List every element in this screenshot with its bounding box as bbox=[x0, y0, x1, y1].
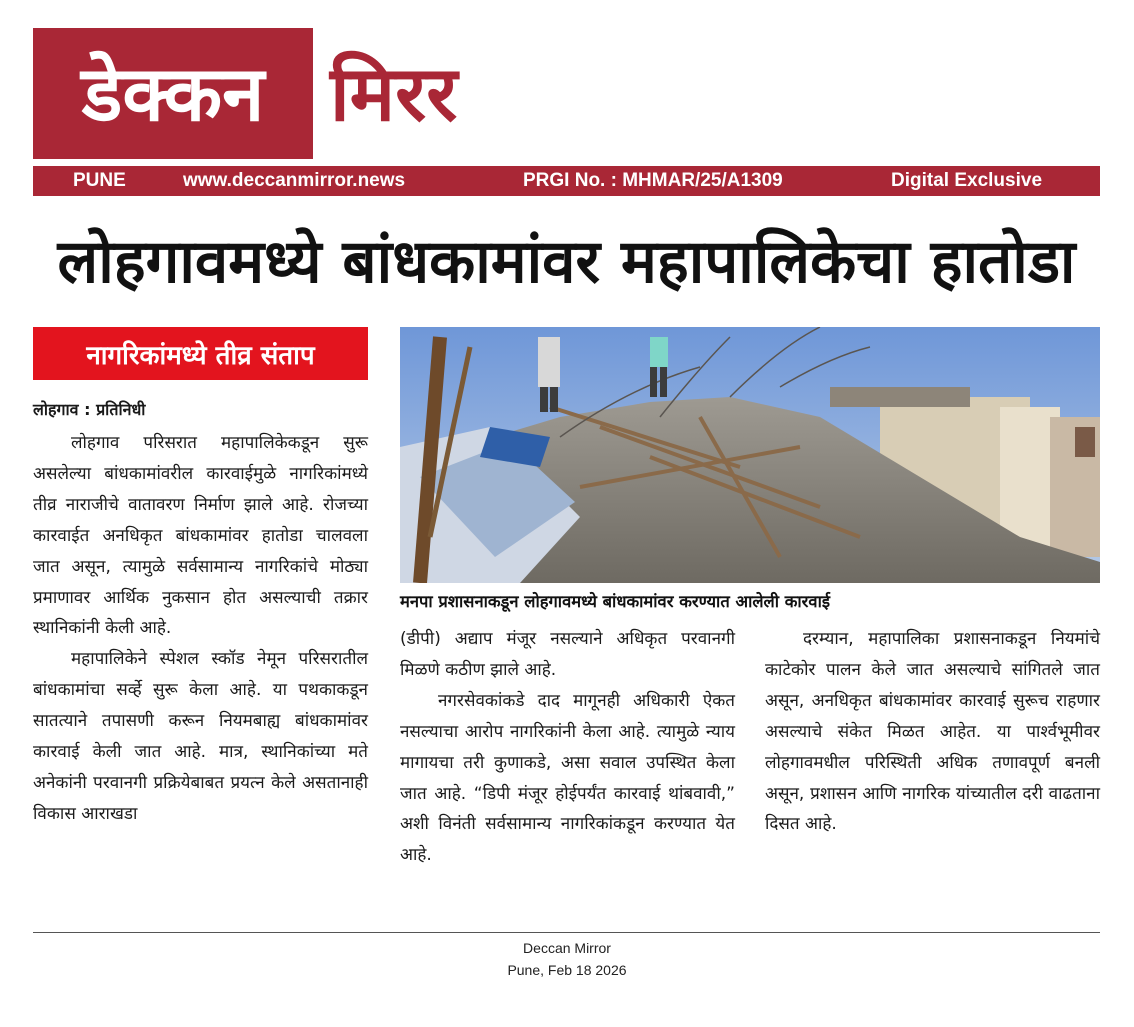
masthead-logo-box bbox=[33, 28, 313, 159]
info-website[interactable]: www.deccanmirror.news bbox=[183, 170, 406, 191]
news-photo bbox=[400, 327, 1100, 583]
masthead-logo-text: मिरर bbox=[330, 48, 458, 138]
info-edition: Digital Exclusive bbox=[891, 170, 1043, 191]
photo-caption: मनपा प्रशासनाकडून लोहगावमध्ये बांधकामांवर करण्यात आलेली कारवाई bbox=[400, 592, 830, 611]
footer-divider bbox=[33, 932, 1100, 933]
info-city: PUNE bbox=[73, 170, 126, 191]
footer-dateline: Pune, Feb 18 2026 bbox=[507, 962, 627, 978]
subheadline: नागरिकांमध्ये तीव्र संताप bbox=[33, 327, 368, 380]
article-paragraph-continued: (डीपी) अद्याप मंजूर नसल्याने अधिकृत परवानगी मिळणे कठीण झाले आहे. bbox=[400, 629, 735, 680]
masthead-logo-box-text: डेक्कन bbox=[81, 48, 265, 138]
info-bar bbox=[33, 166, 1100, 196]
article-column-3 bbox=[765, 624, 1100, 840]
headline: लोहगावमध्ये बांधकामांवर महापालिकेचा हातोडा bbox=[57, 227, 1076, 297]
article-paragraph: दरम्यान, महापालिका प्रशासनाकडून नियमांचे काटेकोर पालन केले जात असल्याचे सांगितले जात असून, अनधिकृत बांधकामांवर कारवाई सुरूच राहणार असल्याचे संकेत मिळत आहेत. या पार्श्वभूमीवर लोहगावमधील परिस्थिती अधिक तणावपूर्ण बनली असून, प्रशासन आणि नागरिक यांच्यातील दरी वाढताना दिसत आहे. bbox=[765, 629, 1100, 835]
byline: लोहगाव : प्रतिनिधी bbox=[33, 400, 146, 419]
article-column-1 bbox=[33, 428, 368, 830]
footer-publication: Deccan Mirror bbox=[523, 940, 611, 956]
article-paragraph: नगरसेवकांकडे दाद मागूनही अधिकारी ऐकत नसल्याचा आरोप नागरिकांनी केला आहे. त्यामुळे न्याय मागायचा तरी कुणाकडे, असा सवाल उपस्थित केला जात आहे. “डिपी मंजूर होईपर्यंत कारवाई थांबवावी,” अशी विनंती सर्वसामान्य नागरिकांकडून करण्यात येत आहे. bbox=[400, 690, 735, 866]
article-paragraph: लोहगाव परिसरात महापालिकेकडून सुरू असलेल्या बांधकामांवरील कारवाईमुळे नागरिकांमध्ये तीव्र नाराजीचे वातावरण निर्माण झाले आहे. रोजच्या कारवाईत अनधिकृत बांधकामांवर हातोडा चालवला जात असून, त्यामुळे सर्वसामान्य नागरिकांचे मोठ्या प्रमाणावर आर्थिक नुकसान होत असल्याची तक्रार स्थानिकांनी केली आहे. bbox=[33, 433, 368, 639]
info-prgi: PRGI No. : MHMAR/25/A1309 bbox=[523, 170, 783, 191]
article-column-2 bbox=[400, 624, 735, 871]
article-paragraph: महापालिकेने स्पेशल स्कॉड नेमून परिसरातील बांधकामांचा सर्व्हे सुरू केला आहे. या पथकाकडून सातत्याने तपासणी करून नियमबाह्य बांधकामांवर कारवाई केली जात आहे. मात्र, स्थानिकांच्या मते अनेकांनी परवानगी प्रक्रियेबाबत प्रयत्न केले असतानाही विकास आराखडा bbox=[33, 649, 368, 824]
